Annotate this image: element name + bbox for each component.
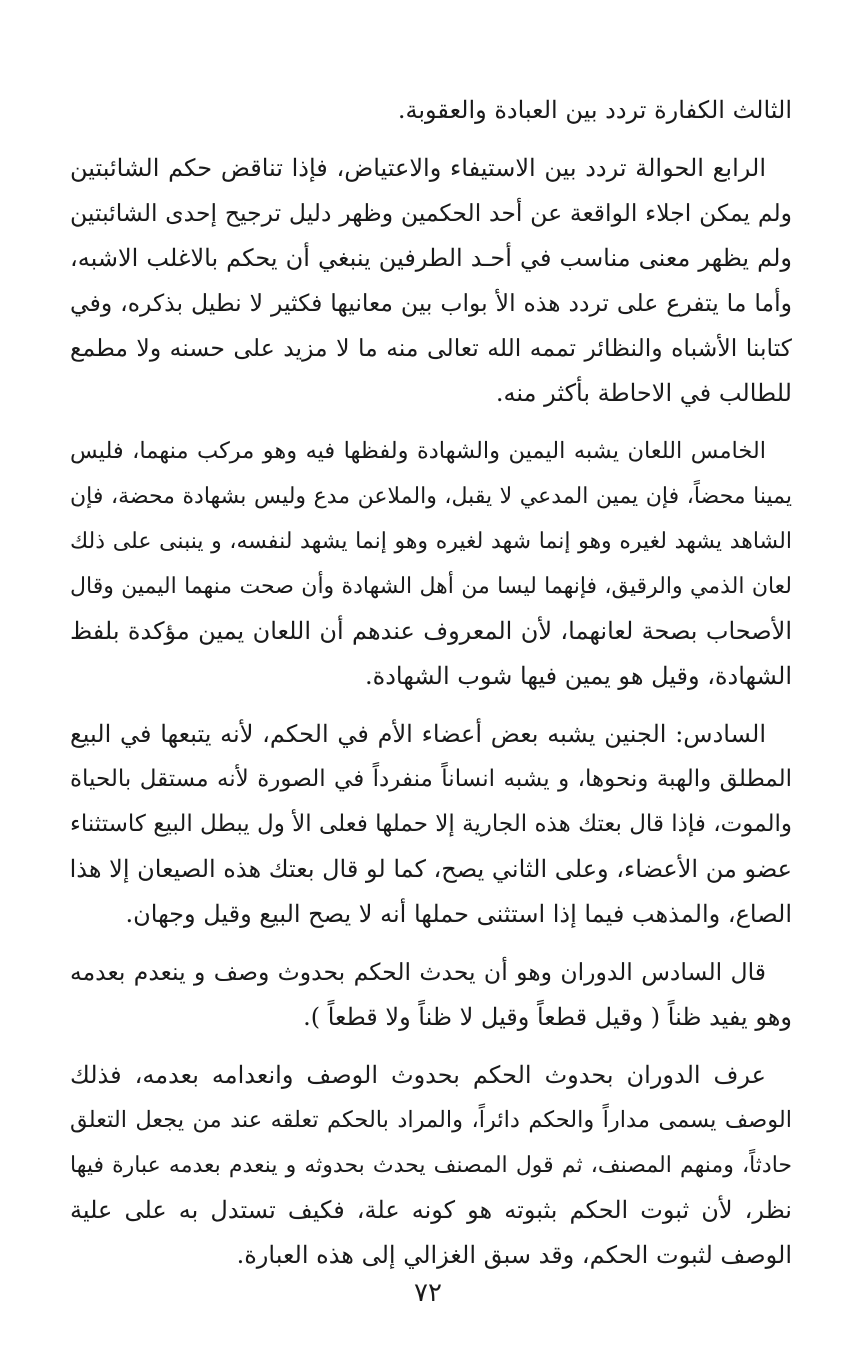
text-line: عرف الدوران بحدوث الحكم بحدوث الوصف وانعدامه بعدمه، فذلك [70, 1061, 766, 1089]
text-line: الخامس اللعان يشبه اليمين والشهادة ولفظها فيه وهو مركب منهما، فليس [70, 438, 766, 464]
paragraph [70, 712, 792, 937]
text-line: الشاهد يشهد لغيره وهو إنما شهد لغيره وهو إنما يشهد لنفسه، و ينبنى على ذلك [70, 529, 792, 554]
text-line: حادثاً، ومنهم المصنف، ثم قول المصنف يحدث بحدوثه و ينعدم بعدمه عبارة فيها [70, 1153, 792, 1178]
text-line: للطالب في الاحاطة بأكثر منه. [495, 379, 792, 407]
text-line: ولم يمكن اجلاء الواقعة عن أحد الحكمين وظهر دليل ترجيح إحدى الشائبتين [70, 199, 792, 227]
paragraph [70, 429, 792, 699]
text-line: لعان الذمي والرقيق، فإنهما ليسا من أهل الشهادة وأن صحت منهما اليمين وقال [70, 574, 792, 599]
text-line: الرابع الحوالة تردد بين الاستيفاء والاعتياض، فإذا تناقض حكم الشائبتين [70, 154, 766, 182]
paragraph [70, 88, 792, 133]
text-line: الأصحاب بصحة لعانهما، لأن المعروف عندهم أن اللعان يمين مؤكدة بلفظ [70, 617, 792, 645]
text-line: يمينا محضاً، فإن يمين المدعي لا يقبل، والملاعن مدع وليس بشهادة محضة، فإن [70, 484, 792, 509]
text-line: نظر، لأن ثبوت الحكم بثبوته هو كونه علة، فكيف تستدل به على علية [70, 1196, 792, 1224]
paragraph [70, 950, 792, 1040]
text-line: قال السادس الدوران وهو أن يحدث الحكم بحدوث وصف و ينعدم بعدمه [70, 958, 766, 986]
text-line: كتابنا الأشباه والنظائر تممه الله تعالى منه ما لا مزيد على حسنه ولا مطمع [70, 334, 792, 362]
page-number: ٧٢ [414, 1278, 442, 1308]
text-line: ولم يظهر معنى مناسب في أحـد الطرفين ينبغي أن يحكم بالاغلب الاشبه، [70, 244, 792, 272]
text-line: عضو من الأعضاء، وعلى الثاني يصح، كما لو قال بعتك هذه الصيعان إلا هذا [70, 855, 792, 883]
text-line: الثالث الكفارة تردد بين العبادة والعقوبة. [397, 96, 792, 124]
text-line: السادس: الجنين يشبه بعض أعضاء الأم في الحكم، لأنه يتبعها في البيع [70, 720, 766, 748]
text-line: الوصف لثبوت الحكم، وقد سبق الغزالي إلى هذه العبارة. [236, 1241, 792, 1269]
paragraph [70, 1053, 792, 1278]
text-line: وأما ما يتفرع على تردد هذه الأ بواب بين معانيها فكثير لا نطيل بذكره، وفي [70, 289, 792, 317]
text-line: المطلق والهبة ونحوها، و يشبه انساناً منفرداً في الصورة لأنه مستقل بالحياة [70, 766, 792, 792]
text-line: الوصف يسمى مداراً والحكم دائراً، والمراد بالحكم تعلقه عند من يجعل التعلق [70, 1107, 792, 1133]
paragraph [70, 146, 792, 416]
text-line: الشهادة، وقيل هو يمين فيها شوب الشهادة. [365, 662, 792, 690]
body-text [70, 88, 792, 1278]
text-line: والموت، فإذا قال بعتك هذه الجارية إلا حملها فعلى الأ ول يبطل البيع كاستثناء [70, 811, 792, 837]
text-line: الصاع، والمذهب فيما إذا استثنى حملها أنه لا يصح البيع وقيل وجهان. [125, 900, 792, 928]
text-line: وهو يفيد ظناً ( وقيل قطعاً وقيل لا ظناً ولا قطعاً ). [303, 1003, 792, 1031]
